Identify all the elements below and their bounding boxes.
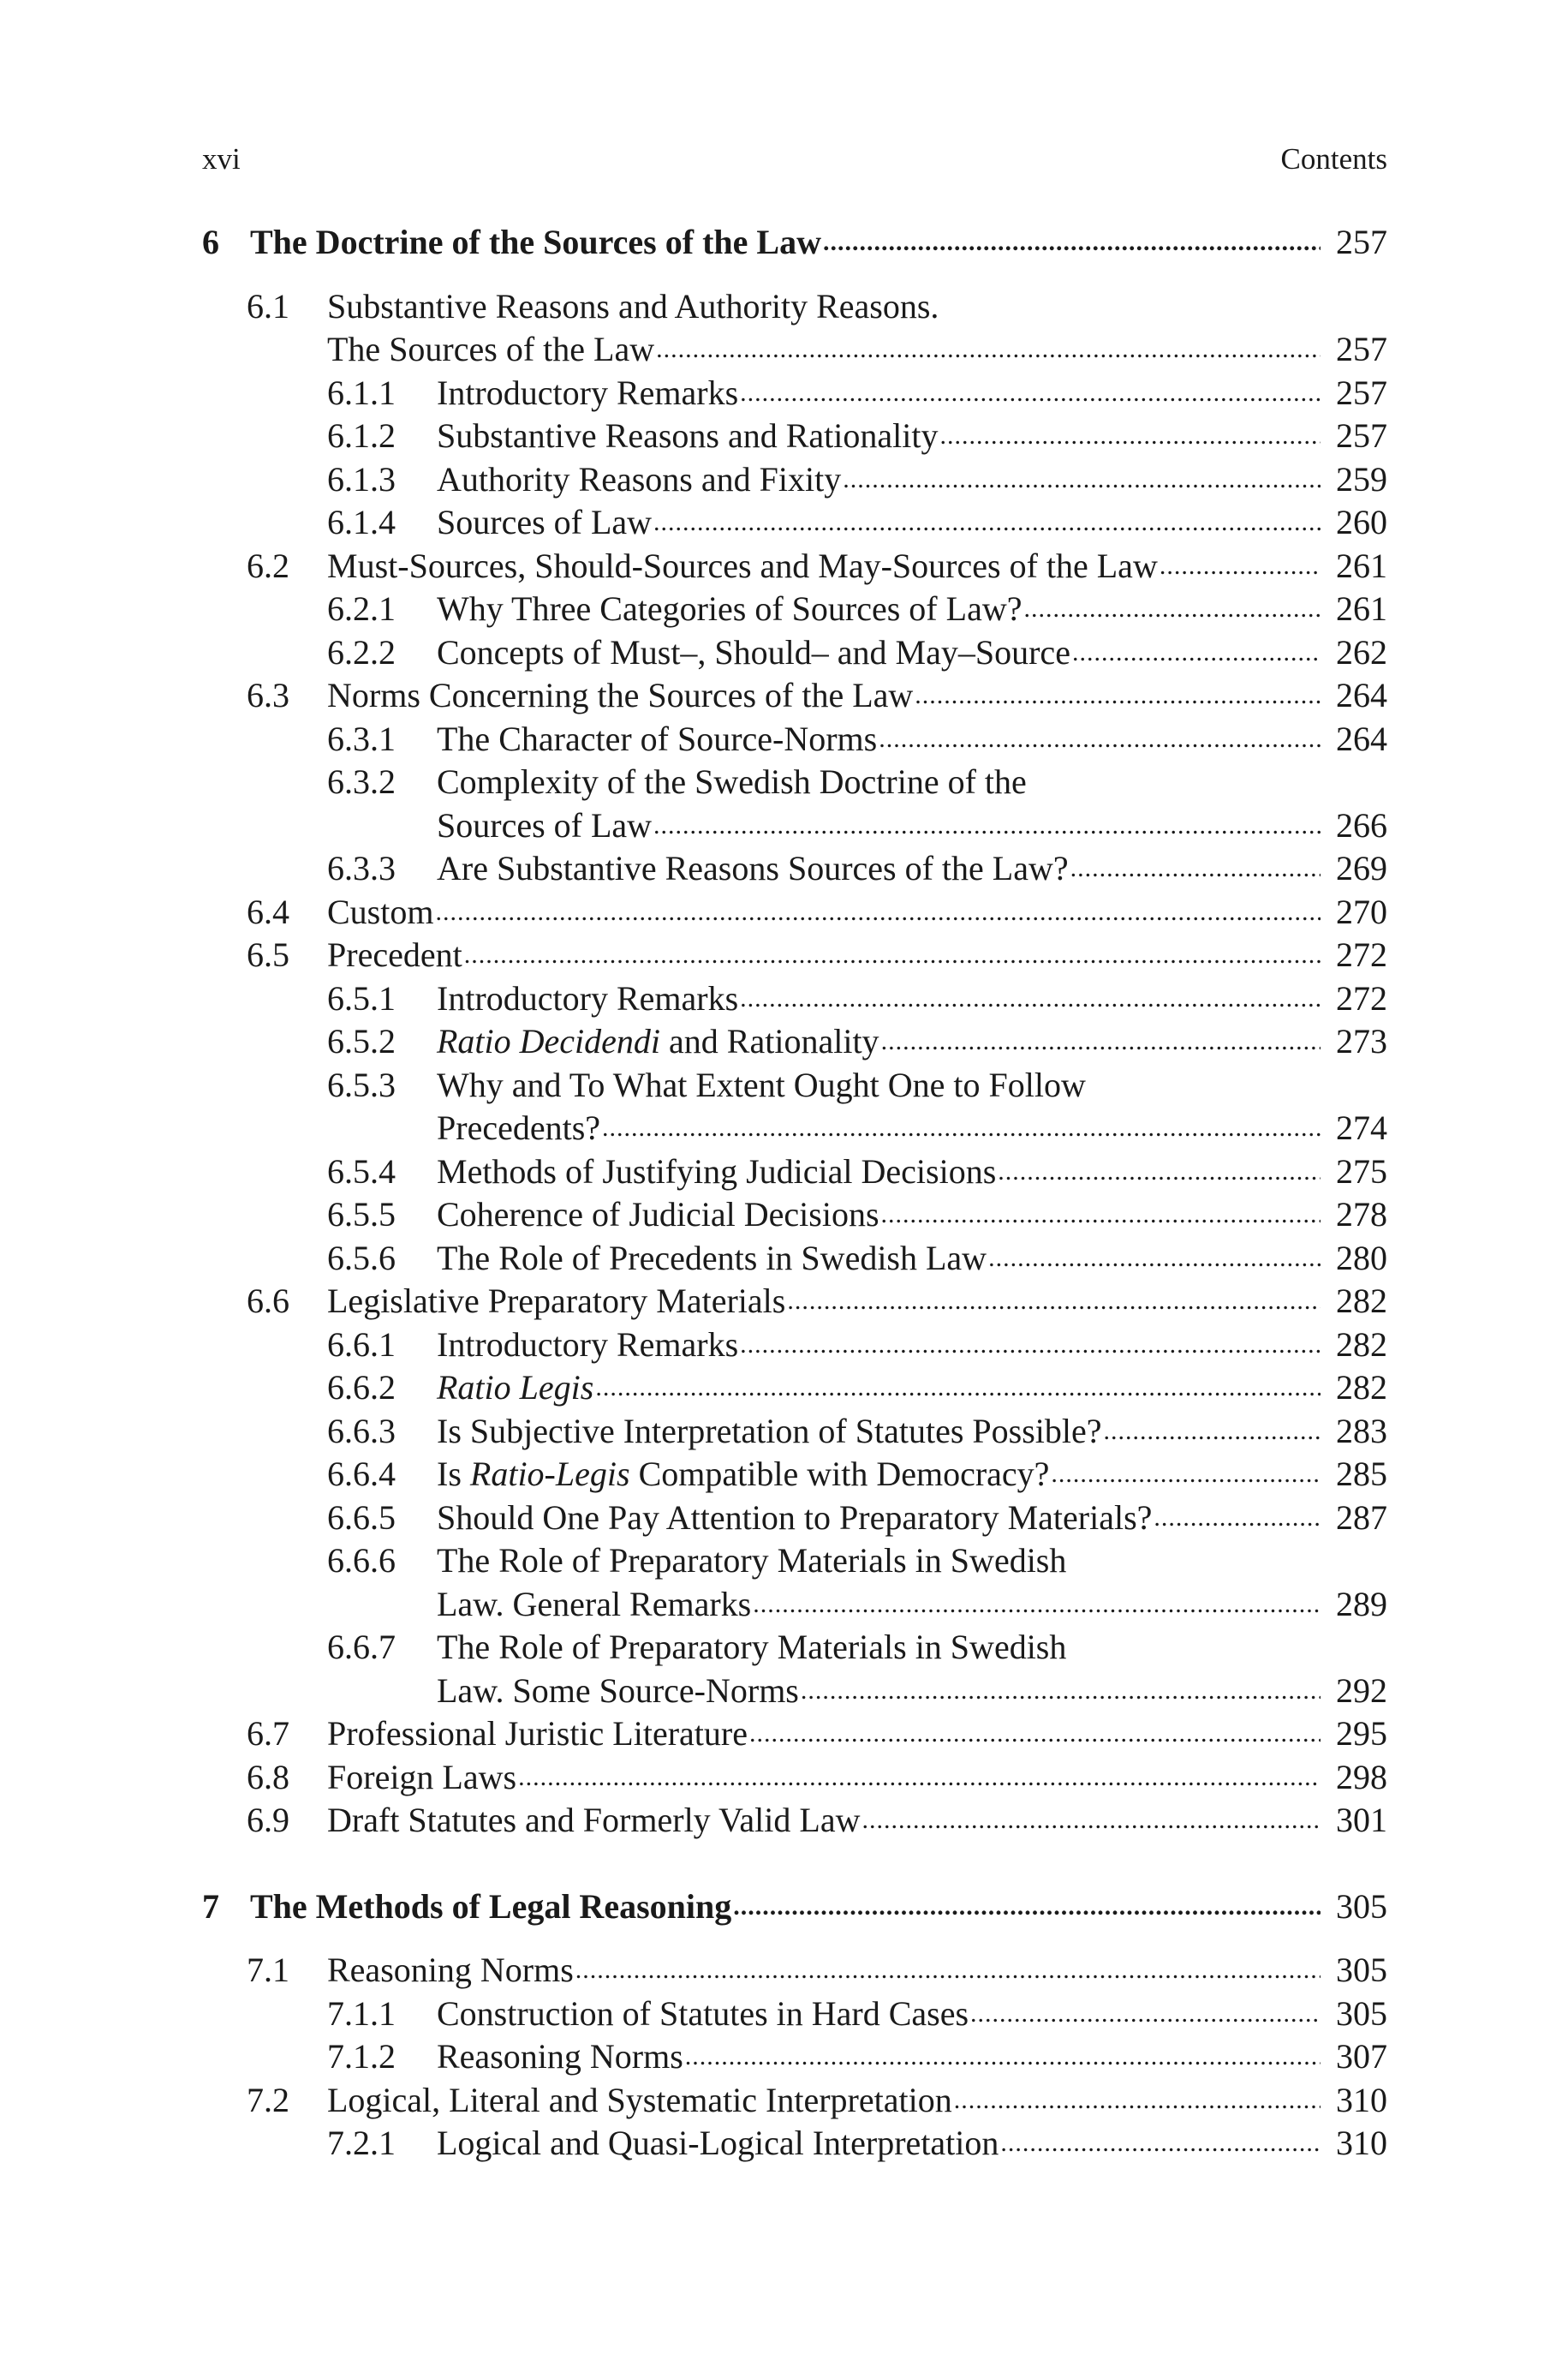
toc-entry-title: Coherence of Judicial Decisions (437, 1195, 879, 1234)
toc-entry-title: Reasoning Norms (327, 1951, 574, 1989)
toc-leader-dots (656, 328, 1321, 372)
toc-entry-number: 7.2 (247, 2080, 289, 2119)
toc-entry-page: 298 (1336, 1757, 1387, 1796)
toc-entry-title: Legislative Preparatory Materials (327, 1282, 786, 1320)
toc-leader-dots (740, 1323, 1321, 1367)
toc-entry-page: 295 (1336, 1714, 1387, 1753)
toc-leader-dots (801, 1670, 1321, 1713)
toc-entry-number: 6.5.6 (327, 1238, 396, 1277)
toc-entry (202, 934, 1387, 977)
toc-entry (202, 1712, 1387, 1756)
toc-entry-page: 305 (1336, 1993, 1387, 2033)
toc-entry-number: 6.3.3 (327, 849, 396, 887)
toc-entry-title: Is Subjective Interpretation of Statutes Possible? (437, 1411, 1102, 1450)
toc-leader-dots (970, 1993, 1321, 2036)
toc-leader-dots (843, 458, 1321, 502)
toc-entry-page: 262 (1336, 632, 1387, 672)
toc-entry (202, 1020, 1387, 1064)
toc-entry-title: The Role of Preparatory Materials in Swedish (437, 1541, 1067, 1580)
toc-entry (202, 1993, 1387, 2036)
toc-entry-page: 269 (1336, 849, 1387, 887)
toc-entry-number: 6.6.2 (327, 1368, 396, 1407)
toc-entry-number: 6.3.1 (327, 719, 396, 758)
toc-entry (202, 1366, 1387, 1410)
toc-entry-number: 6.2.1 (327, 589, 396, 628)
toc-entry-number: 6.1.3 (327, 459, 396, 499)
toc-entry (202, 804, 1387, 848)
toc-entry-number: 6.2 (247, 546, 289, 585)
toc-entry (202, 761, 1387, 804)
toc-entry-number: 6.6 (247, 1282, 289, 1320)
toc-entry-page: 289 (1336, 1584, 1387, 1623)
toc-leader-dots (1070, 847, 1321, 891)
toc-entry-page: 282 (1336, 1324, 1387, 1364)
toc-entry (202, 458, 1387, 502)
toc-entry-title: Is Ratio-Legis Compatible with Democracy? (437, 1455, 1050, 1493)
toc-leader-dots (753, 1583, 1321, 1627)
toc-entry (202, 285, 1387, 329)
toc-entry-number: 7.1.1 (327, 1993, 396, 2033)
toc-leader-dots (653, 804, 1321, 848)
toc-leader-dots (998, 1150, 1321, 1194)
toc-leader-dots (575, 1949, 1321, 1993)
running-head (202, 142, 1387, 190)
toc-entry (202, 1107, 1387, 1150)
toc-entry-page: 283 (1336, 1411, 1387, 1450)
toc-entry-page: 285 (1336, 1455, 1387, 1493)
toc-entry-number: 6.8 (247, 1757, 289, 1796)
toc-entry-number: 6.1 (247, 286, 289, 326)
toc-entry-page: 270 (1336, 892, 1387, 931)
toc-entry-page: 274 (1336, 1108, 1387, 1147)
toc-entry-page: 259 (1336, 459, 1387, 499)
toc-entry-page: 257 (1336, 373, 1387, 412)
toc-leader-dots (602, 1107, 1321, 1150)
toc-entry-title: Logical, Literal and Systematic Interpretation (327, 2080, 952, 2119)
toc-entry-title: Authority Reasons and Fixity (437, 459, 842, 499)
toc-entry (202, 1497, 1387, 1540)
toc-entry-title: Law. Some Source-Norms (437, 1670, 799, 1710)
toc-entry-title: The Sources of the Law (327, 330, 655, 368)
toc-entry-page: 305 (1336, 1886, 1387, 1926)
toc-entry-title: The Methods of Legal Reasoning (250, 1886, 732, 1926)
toc-entry-number: 6.6.5 (327, 1497, 396, 1537)
toc-entry (202, 588, 1387, 631)
toc-entry-title: Should One Pay Attention to Preparatory Materials? (437, 1497, 1153, 1537)
toc-entry-page: 301 (1336, 1801, 1387, 1839)
toc-entry-number: 6.5 (247, 935, 289, 974)
toc-entry-page: 272 (1336, 978, 1387, 1018)
toc-entry-number: 6.5.2 (327, 1022, 396, 1061)
toc-leader-dots (1051, 1453, 1321, 1497)
toc-entry (202, 221, 1387, 265)
toc-leader-dots (881, 1193, 1321, 1237)
toc-entry-number: 6.5.5 (327, 1195, 396, 1234)
toc-entry-number: 6.6.1 (327, 1324, 396, 1364)
toc-entry (202, 501, 1387, 545)
toc-entry-title: Introductory Remarks (437, 978, 739, 1018)
toc-entry-number: 6.7 (247, 1714, 289, 1753)
toc-entry (202, 1626, 1387, 1670)
toc-entry-title: Complexity of the Swedish Doctrine of the (437, 762, 1027, 801)
toc-entry-number: 6.5.4 (327, 1151, 396, 1191)
toc-entry (202, 415, 1387, 458)
toc-entry-number: 7.1 (247, 1951, 289, 1989)
toc-entry (202, 891, 1387, 935)
toc-entry (202, 328, 1387, 372)
toc-entry-number: 6.3.2 (327, 762, 396, 801)
toc-entry-title: Introductory Remarks (437, 1324, 739, 1364)
toc-entry-title: Draft Statutes and Formerly Valid Law (327, 1801, 861, 1839)
toc-entry-page: 292 (1336, 1670, 1387, 1710)
toc-entry-title: Foreign Laws (327, 1757, 517, 1796)
toc-entry (202, 1949, 1387, 1993)
toc-entry-page: 257 (1336, 416, 1387, 455)
toc-entry-number: 7.1.2 (327, 2037, 396, 2076)
table-of-contents (202, 221, 1387, 2166)
toc-leader-dots (595, 1366, 1321, 1410)
toc-entry (202, 674, 1387, 718)
toc-entry (202, 1280, 1387, 1323)
toc-entry-page: 282 (1336, 1368, 1387, 1407)
toc-entry (202, 1453, 1387, 1497)
toc-entry (202, 631, 1387, 675)
toc-entry (202, 372, 1387, 415)
toc-entry-page: 261 (1336, 546, 1387, 585)
toc-entry-title: Ratio Legis (437, 1368, 594, 1407)
toc-entry-page: 261 (1336, 589, 1387, 628)
toc-entry-number: 7.2.1 (327, 2124, 396, 2162)
running-title: Contents (1280, 142, 1387, 176)
toc-entry (202, 1670, 1387, 1713)
toc-entry (202, 1885, 1387, 1929)
toc-entry-number: 6.6.6 (327, 1541, 396, 1580)
toc-leader-dots (787, 1280, 1321, 1323)
toc-entry (202, 1237, 1387, 1281)
toc-entry-title: Reasoning Norms (437, 2037, 683, 2076)
toc-entry-page: 260 (1336, 503, 1387, 541)
toc-entry (202, 1064, 1387, 1108)
toc-entry-number: 6.3 (247, 676, 289, 714)
toc-leader-dots (1072, 631, 1321, 675)
toc-entry-title: Logical and Quasi-Logical Interpretation (437, 2124, 999, 2162)
toc-leader-dots (1160, 545, 1321, 589)
toc-entry-page: 264 (1336, 719, 1387, 758)
toc-leader-dots (749, 1712, 1321, 1756)
toc-entry-title: The Role of Precedents in Swedish Law (437, 1238, 987, 1277)
toc-leader-dots (1104, 1410, 1321, 1454)
toc-entry (202, 1410, 1387, 1454)
toc-entry-title: Must-Sources, Should-Sources and May-Sources of the Law (327, 546, 1158, 585)
toc-entry (202, 1150, 1387, 1194)
toc-leader-dots (915, 674, 1321, 718)
toc-entry-page: 272 (1336, 935, 1387, 974)
toc-leader-dots (733, 1885, 1321, 1929)
toc-leader-dots (1023, 588, 1321, 631)
toc-entry (202, 718, 1387, 762)
toc-entry-number: 6.5.3 (327, 1065, 396, 1104)
toc-leader-dots (740, 977, 1321, 1021)
toc-entry-page: 257 (1336, 223, 1387, 261)
toc-leader-dots (653, 501, 1321, 545)
toc-entry-page: 278 (1336, 1195, 1387, 1234)
toc-leader-dots (862, 1799, 1321, 1843)
toc-entry-page: 307 (1336, 2037, 1387, 2076)
toc-entry (202, 2079, 1387, 2123)
toc-entry-page: 273 (1336, 1022, 1387, 1061)
toc-entry-number: 6.4 (247, 892, 289, 931)
toc-leader-dots (685, 2035, 1321, 2079)
toc-entry-number: 7 (202, 1886, 219, 1926)
toc-entry-title: The Character of Source-Norms (437, 719, 878, 758)
toc-entry-title: Substantive Reasons and Authority Reasons. (327, 286, 939, 326)
toc-leader-dots (988, 1237, 1321, 1281)
toc-entry (202, 1583, 1387, 1627)
toc-entry-page: 282 (1336, 1282, 1387, 1320)
toc-entry-page: 264 (1336, 676, 1387, 714)
toc-entry-title: Introductory Remarks (437, 373, 739, 412)
toc-leader-dots (740, 372, 1321, 415)
toc-entry-title: The Doctrine of the Sources of the Law (250, 223, 821, 261)
toc-leader-dots (879, 718, 1321, 762)
toc-entry-title: Methods of Justifying Judicial Decisions (437, 1151, 997, 1191)
toc-entry-number: 6.6.7 (327, 1628, 396, 1666)
toc-entry (202, 1193, 1387, 1237)
toc-entry (202, 1756, 1387, 1800)
toc-entry-number: 6.9 (247, 1801, 289, 1839)
toc-entry-page: 280 (1336, 1238, 1387, 1277)
toc-entry (202, 2122, 1387, 2166)
toc-entry-number: 6.2.2 (327, 632, 396, 672)
toc-entry (202, 545, 1387, 589)
page-number: xvi (202, 142, 241, 176)
toc-entry-title: Law. General Remarks (437, 1584, 752, 1623)
toc-entry (202, 1539, 1387, 1583)
toc-entry (202, 1799, 1387, 1843)
toc-entry-page: 275 (1336, 1151, 1387, 1191)
toc-entry-number: 6.6.3 (327, 1411, 396, 1450)
toc-entry-number: 6.6.4 (327, 1455, 396, 1493)
toc-entry-page: 257 (1336, 330, 1387, 368)
toc-entry-title: Precedents? (437, 1108, 601, 1147)
toc-entry-title: Sources of Law (437, 503, 653, 541)
toc-entry-title: Substantive Reasons and Rationality (437, 416, 939, 455)
toc-entry (202, 2035, 1387, 2079)
toc-entry-title: Concepts of Must–, Should– and May–Source (437, 632, 1070, 672)
toc-leader-dots (940, 415, 1321, 458)
toc-entry-number: 6.1.1 (327, 373, 396, 412)
toc-entry (202, 1323, 1387, 1367)
toc-entry-title: Sources of Law (437, 805, 653, 845)
toc-entry-page: 287 (1336, 1497, 1387, 1537)
toc-entry-number: 6.5.1 (327, 978, 396, 1018)
toc-entry-page: 310 (1336, 2124, 1387, 2162)
toc-entry-title: Precedent (327, 935, 462, 974)
toc-entry-title: Construction of Statutes in Hard Cases (437, 1993, 969, 2033)
toc-entry-title: Norms Concerning the Sources of the Law (327, 676, 914, 714)
toc-entry-number: 6 (202, 223, 219, 261)
toc-entry-title: Are Substantive Reasons Sources of the Law? (437, 849, 1069, 887)
toc-leader-dots (1000, 2122, 1321, 2166)
toc-leader-dots (823, 221, 1321, 265)
toc-leader-dots (464, 934, 1321, 977)
toc-leader-dots (954, 2079, 1321, 2123)
toc-entry-title: The Role of Preparatory Materials in Swedish (437, 1628, 1067, 1666)
toc-entry-title: Why Three Categories of Sources of Law? (437, 589, 1022, 628)
toc-leader-dots (1154, 1497, 1321, 1540)
toc-entry-number: 6.1.2 (327, 416, 396, 455)
toc-entry (202, 847, 1387, 891)
toc-leader-dots (881, 1020, 1321, 1064)
toc-entry-page: 310 (1336, 2080, 1387, 2119)
toc-entry-title: Professional Juristic Literature (327, 1714, 748, 1753)
toc-entry-number: 6.1.4 (327, 503, 396, 541)
toc-entry-page: 305 (1336, 1951, 1387, 1989)
toc-leader-dots (518, 1756, 1321, 1800)
toc-entry-title: Ratio Decidendi and Rationality (437, 1022, 879, 1061)
toc-entry (202, 977, 1387, 1021)
toc-leader-dots (435, 891, 1321, 935)
toc-entry-page: 266 (1336, 805, 1387, 845)
toc-entry-title: Why and To What Extent Ought One to Follow (437, 1065, 1086, 1104)
toc-entry-title: Custom (327, 892, 434, 931)
